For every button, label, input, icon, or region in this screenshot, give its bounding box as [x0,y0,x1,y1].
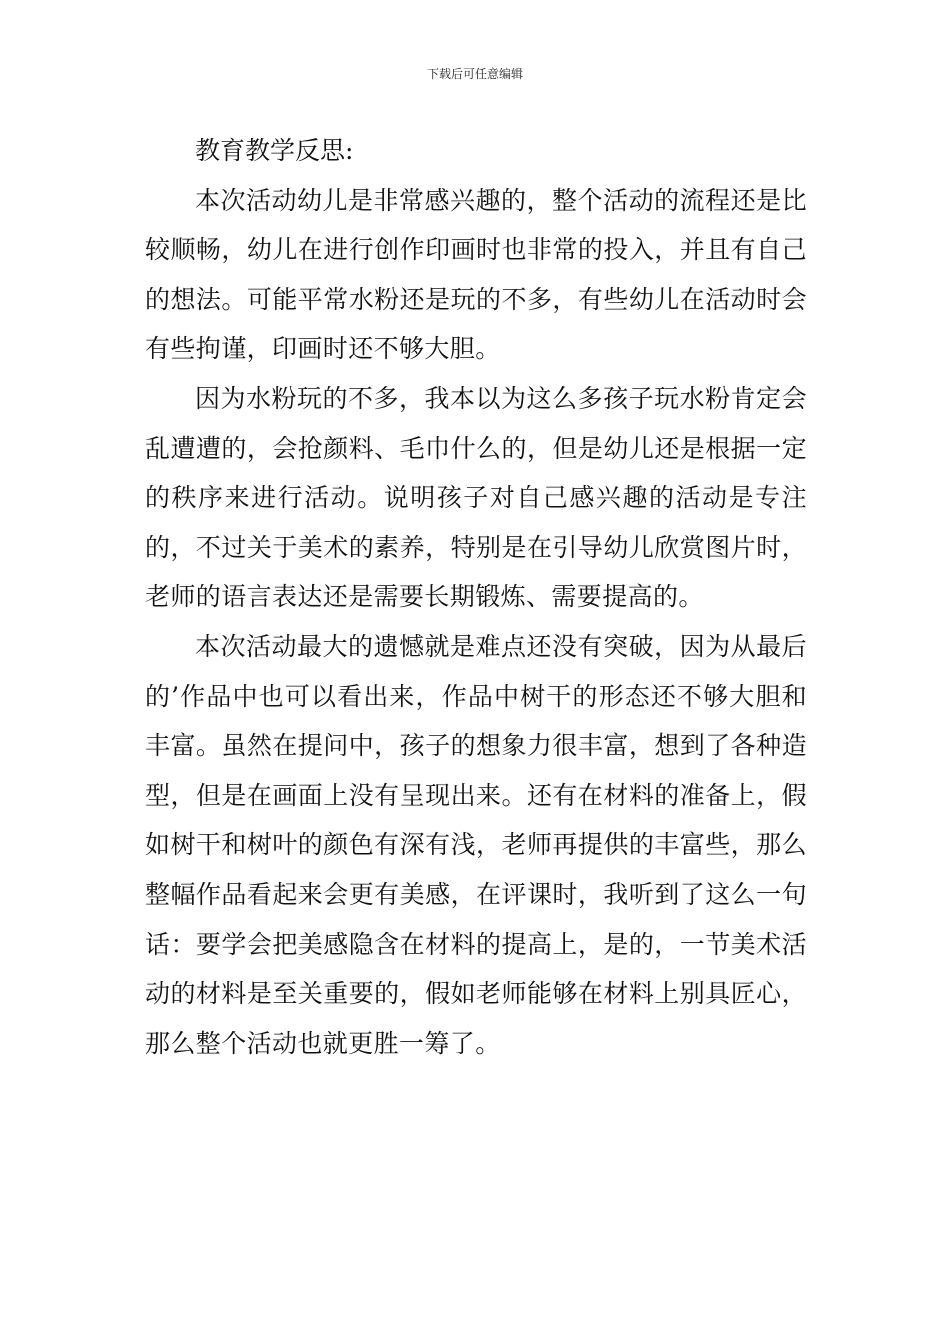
section-heading: 教育教学反思: [195,136,354,165]
page-header: 下载后可任意编辑 [426,67,523,81]
paragraph-2: 因为水粉玩的不多，我本以为这么多孩子玩水粉肯定会乱遭遭的，会抢颜料、毛巾什么的，但是幼儿还是根据一定的秩序来进行活动。说明孩子对自己感兴趣的活动是专注的，不过关于美术的素养，特别是在引导幼儿欣赏图片时，老师的语言表达还是需要长期锻炼、需要提高的。 [145,383,807,612]
paragraph-3: 本次活动最大的遗憾就是难点还没有突破，因为从最后的’作品中也可以看出来，作品中树干的形态还不够大胆和丰富。虽然在提问中，孩子的想象力很丰富，想到了各种造型，但是在画面上没有呈现出来。还有在材料的准备上，假如树干和树叶的颜色有深有浅，老师再提供的丰富些，那么整幅作品看起来会更有美感，在评课时，我听到了这么一句话：要学会把美感隐含在材料的提高上，是的，一节美术活动的材料是至关重要的，假如老师能够在材料上别具匠心，那么整个活动也就更胜一筹了。 [145,631,807,1058]
paragraph-1: 本次活动幼儿是非常感兴趣的，整个活动的流程还是比较顺畅，幼儿在进行创作印画时也非常的投入，并且有自己的想法。可能平常水粉还是玩的不多，有些幼儿在活动时会有些拘谨，印画时还不够大胆。 [145,185,807,364]
document-body [145,126,807,1068]
